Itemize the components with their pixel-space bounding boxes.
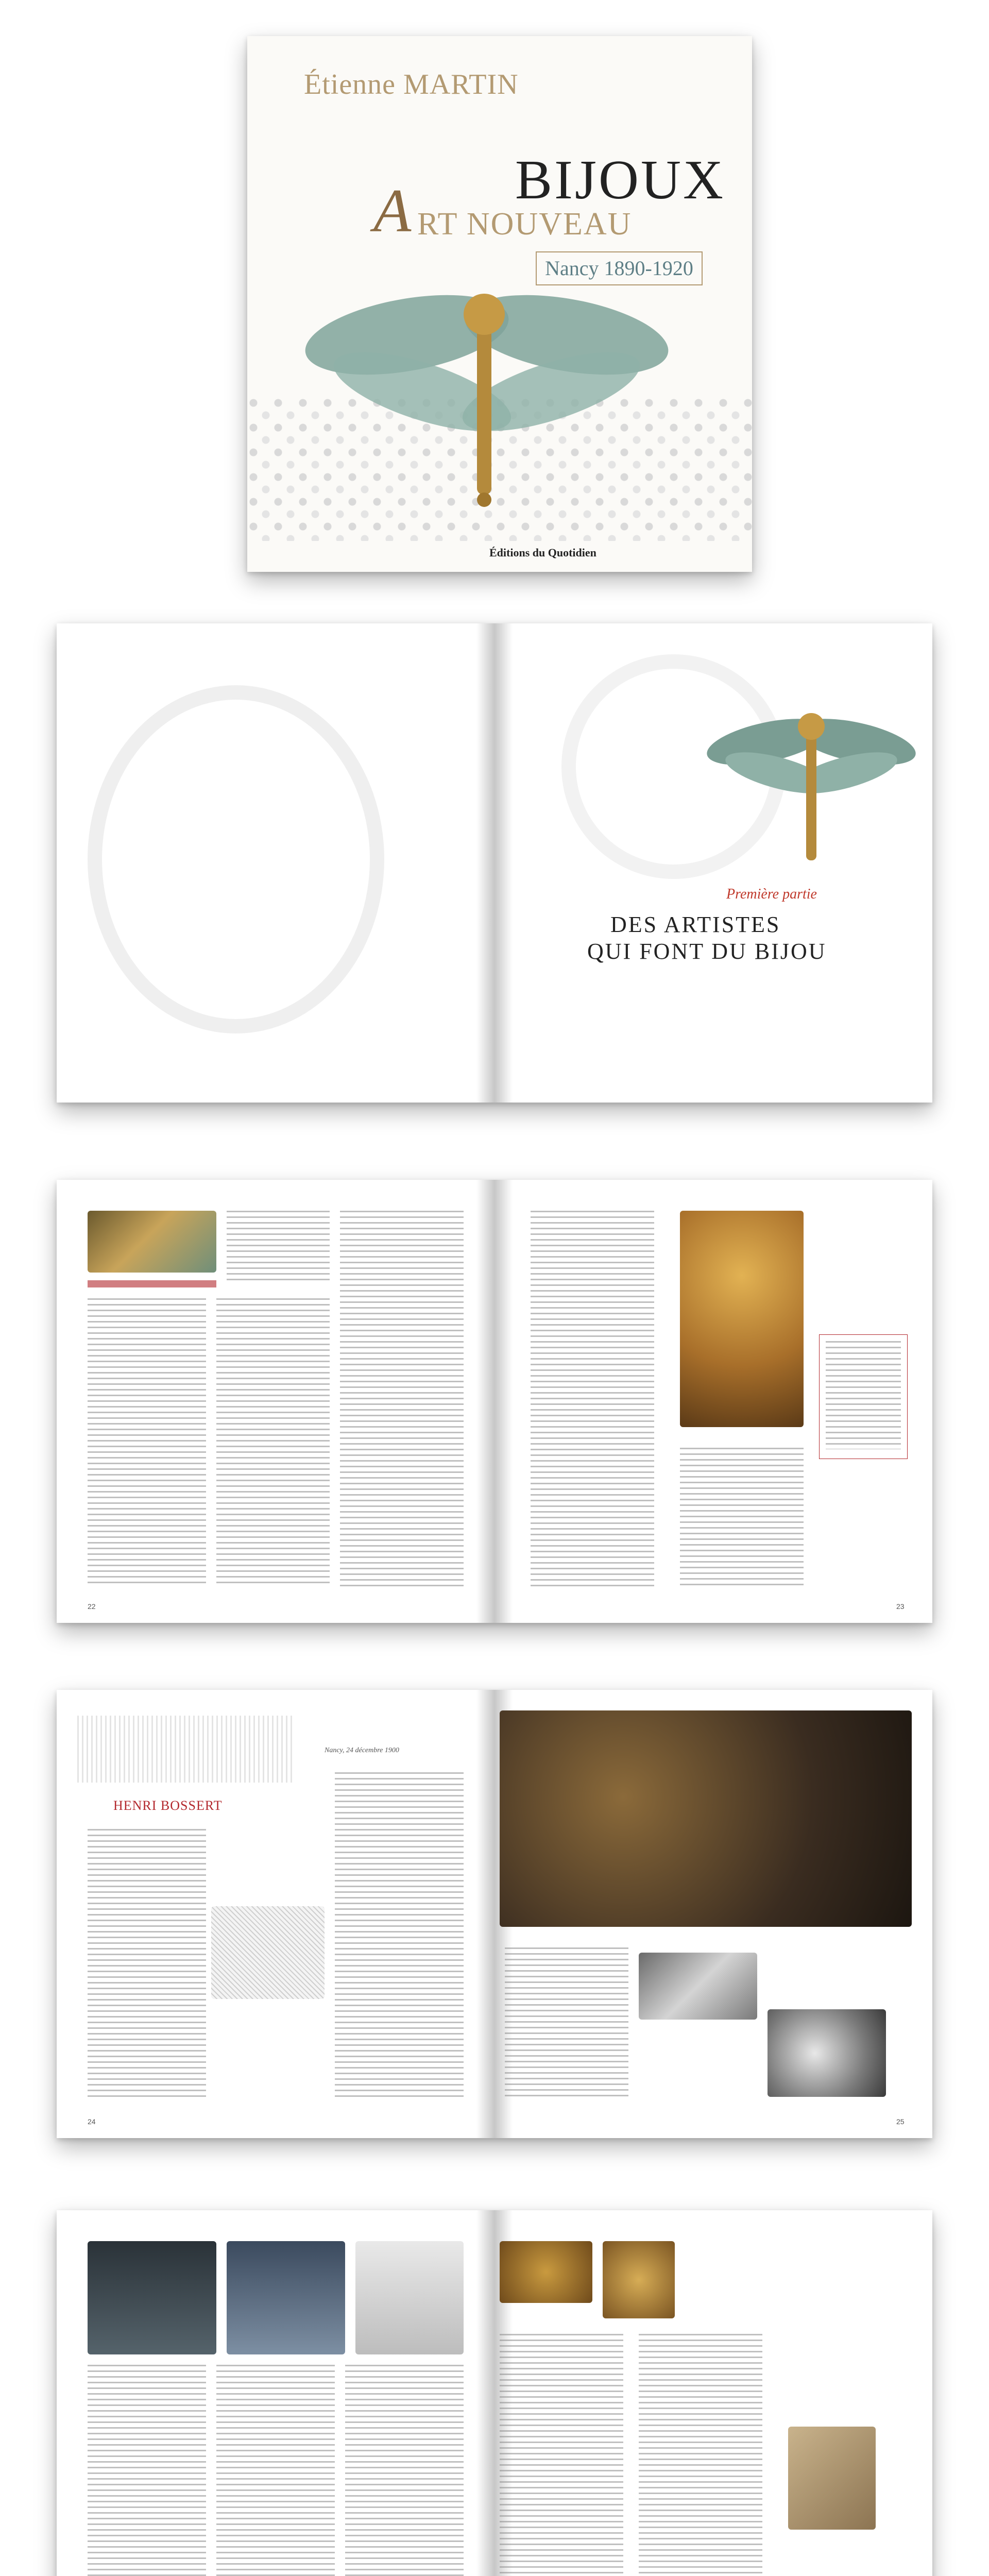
spread-henri-bossert — [57, 1690, 932, 2138]
cover-dates: Nancy 1890-1920 — [536, 251, 703, 285]
pendant-photo — [603, 2241, 675, 2318]
jewels-photo — [500, 1710, 912, 1927]
page-number: 22 — [88, 1602, 96, 1611]
dragonfly-image — [701, 696, 922, 881]
cover-title-initial: A — [373, 176, 413, 245]
page-number: 24 — [88, 2117, 96, 2126]
part-title-line2: QUI FONT DU BIJOU — [587, 939, 827, 964]
front-cover — [247, 36, 752, 572]
part-title-line1: DES ARTISTES — [610, 912, 781, 937]
pendant-photo — [680, 1211, 804, 1427]
letterhead-engraving — [77, 1716, 294, 1783]
part-label: Première partie — [726, 886, 817, 902]
ring-photo — [639, 1953, 757, 2020]
ring-photo — [768, 2009, 886, 2097]
cover-title-main: BIJOUX — [515, 149, 726, 211]
hatpins-photo — [88, 2241, 216, 2354]
hatpins-photo — [355, 2241, 464, 2354]
decorative-swirl — [88, 685, 384, 1033]
section-heading: HENRI BOSSERT — [113, 1798, 223, 1813]
cover-publisher: Éditions du Quotidien — [489, 546, 596, 559]
cover-author: Étienne MARTIN — [304, 69, 519, 100]
sidebar-note-box — [819, 1334, 908, 1459]
brooch-photo — [500, 2241, 592, 2303]
brooch-photo — [88, 1211, 216, 1273]
photo-caption — [88, 1280, 216, 1287]
archive-photo — [788, 2427, 876, 2530]
page-number: 25 — [896, 2117, 905, 2126]
hatpins-photo — [227, 2241, 345, 2354]
workshop-engraving — [211, 1906, 325, 1999]
dragonfly-brooch-image — [299, 258, 670, 546]
date-note: Nancy, 24 décembre 1900 — [325, 1747, 399, 1754]
page-number: 23 — [896, 1602, 905, 1611]
spread-text-2 — [57, 2210, 932, 2576]
spread-part-one — [57, 623, 932, 1103]
cover-title-sub: RT NOUVEAU — [417, 207, 632, 242]
spread-text-1 — [57, 1180, 932, 1623]
